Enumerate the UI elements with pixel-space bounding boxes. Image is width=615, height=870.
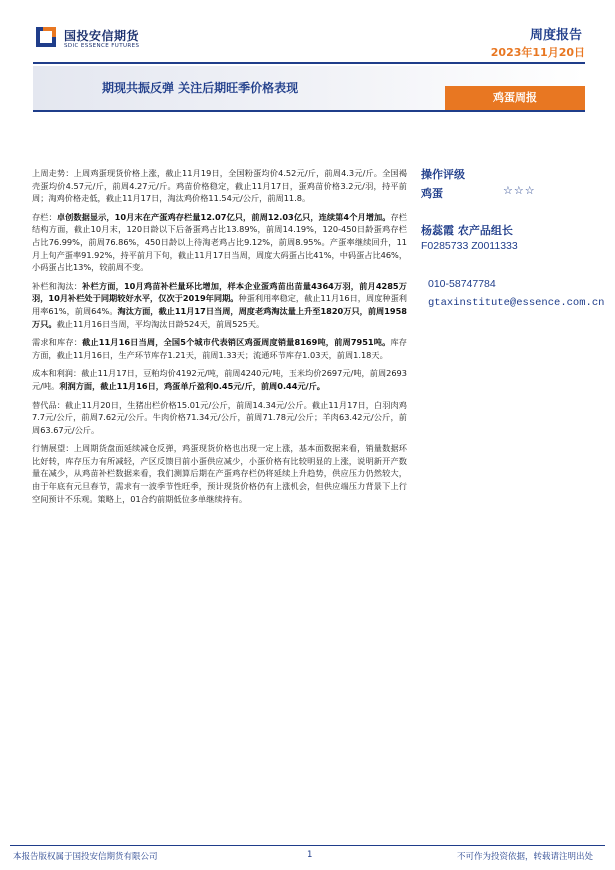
report-headline: 期现共振反弹 关注后期旺季价格表现 [102,81,299,95]
paragraph-last-week: 上周走势：上周鸡蛋现货价格上涨，截止11月19日，全国粉蛋均价4.52元/斤，前周4.3元/斤。全国褐壳蛋均价4.57元/斤，前周4.27元/斤。鸡苗价格稳定，截止11月17日，蛋鸡苗价格3.2元/羽，持平前周；淘鸡价格走低，截止11月17日，淘汰鸡价格11.54元/公斤，前周11.8。 [32,168,407,204]
paragraph-substitutes: 替代品：截止11月20日，生猪出栏价格15.01元/公斤，前周14.34元/公斤。截止11月17日，白羽肉鸡7.7元/公斤，前周7.62元/公斤。牛肉价格71.34元/公斤，前周71.78元/公斤；羊肉63.42元/公斤，前周63.67元/公斤。 [32,399,407,435]
report-body [32,167,407,511]
paragraph-inventory: 存栏：卓创数据显示，10月末在产蛋鸡存栏量12.07亿只，前周12.03亿只，连续第4个月增加。存栏结构方面，截止10月末，120日龄以下后备蛋鸡占比13.89%，前周14.19%，120-450日龄蛋鸡存栏占比76.99%，前周76.86%，450日龄以上待淘老鸡占比9.12%，前周8.95%。产蛋率继续回升，11月上旬产蛋率91.92%，持平前月下旬，截止11月17日当周，周度大码蛋占比41%，中码蛋占比46%，小码蛋占比13%，较前周不变。 [32,211,408,273]
header-divider [33,62,585,64]
paragraph-cost-profit: 成本和利润：截止11月17日，豆粕均价4192元/吨，前周4240元/吨，玉米均价2697元/吨，前周2693元/吨。利润方面，截止11月16日，鸡蛋单斤盈利0.45元/斤，前周0.44元/斤。 [32,368,407,391]
company-name: 国投安信期货 [64,29,140,43]
footer-divider [10,845,605,846]
analyst-license: F0285733 Z0011333 [421,240,518,252]
analyst-phone: 010-58747784 [428,278,496,290]
section-tag: 鸡蛋周报 [445,86,585,110]
analyst-email[interactable]: gtaxinstitute@essence.com.cn [428,297,605,309]
analyst-name: 杨蕊霞 农产品组长 [421,224,513,237]
rating-item: 鸡蛋 [421,187,443,200]
page-number: 1 [307,850,313,860]
report-type: 周度报告 [529,28,582,43]
company-name-en: SDIC ESSENCE FUTURES [64,43,140,49]
paragraph-restock-cull: 补栏和淘汰：补栏方面，10月鸡苗补栏量环比增加，样本企业蛋鸡苗出苗量4364万羽，前月4285万羽，10月补栏处于同期较好水平，仅次于2019年同期。种蛋利用率稳定，截止11月16日，周度种蛋利用率61%，前周64%。淘汰方面，截止11月17日当周，周度老鸡淘汰量上升至1820万只，前周1958万只。截止11月16日当周，平均淘汰日龄524天，前周525天。 [32,280,407,329]
rating-heading: 操作评级 [421,168,465,181]
report-date: 2023年11月20日 [490,46,585,59]
paragraph-outlook: 行情展望：上周期货盘面延续减仓反弹，鸡蛋现货价格也出现一定上涨，基本面数据来看，销量数据环比好转，库存压力有所减轻，产区反馈目前小蛋供应减少，小蛋价格有比较明显的上涨，说明新开产数量在减少，从鸡苗补栏数据来看，我们测算后期在产蛋鸡存栏仍将延续上升趋势，供应压力仍然较大，由于年底有元旦春节，需求有一波季节性旺季，预计现货价格仍有上涨机会，但供应端压力背景下上行空间预计不乐观。策略上，01合约前期低位多单继续持有。 [32,443,407,504]
footer-disclaimer: 不可作为投资依据，转载请注明出处 [456,852,593,862]
company-logo-icon [36,27,56,47]
paragraph-demand-stock: 需求和库存：截止11月16日当周，全国5个城市代表销区鸡蛋周度销量8169吨，前周7951吨。库存方面，截止11月16日，生产环节库存1.21天，前周1.33天；流通环节库存1.03天，前周1.18天。 [32,337,407,360]
footer-copyright: 本报告版权属于国投安信期货有限公司 [13,852,158,862]
rating-stars: ☆☆☆ [503,184,536,197]
